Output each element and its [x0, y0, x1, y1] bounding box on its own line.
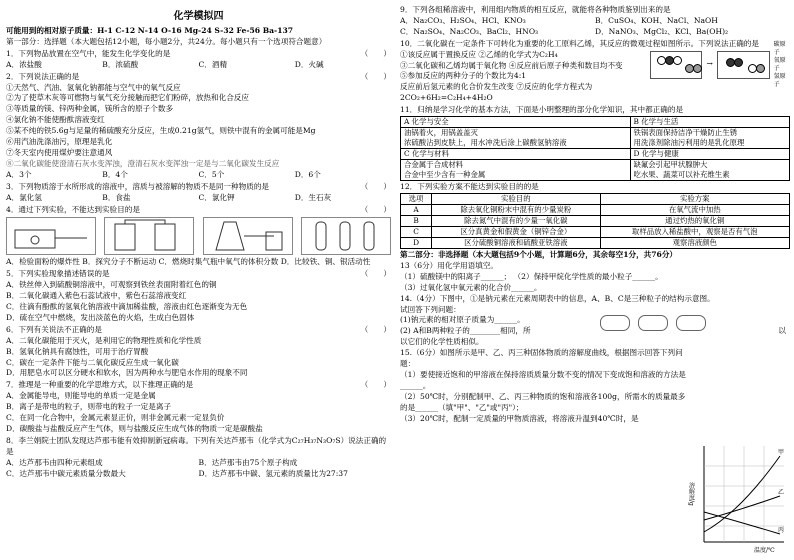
- q15-line1: （1）要使接近饱和的甲溶液在保持溶质质量分数不变的情况下变成饱和溶液的方法是______。: [400, 369, 686, 390]
- left-column: [6, 4, 391, 480]
- q14-line2: (2) A和B两种粒子的________相同，所: [400, 326, 531, 336]
- q13-title: 13（6分）用化学用语填空。: [400, 260, 499, 270]
- series-label-jia: 甲: [778, 449, 785, 456]
- question-7: （ ） 7．推理是一种重要的化学思维方式，以下推理正确的是 A．金属能导电，则能导电的单质一定是金属 B．离子是带电的粒子，则带电的粒子一定是离子 C．在同一化合物中，金属元素显正价，则非金属元素一定显负价 D．碳酸盐与盐酸反应产生气体，则与盐酸反应生成气体的物质一定是碳酸盐: [6, 380, 391, 433]
- q13-line1: （1）硫酸镁中的阳离子______； （2）保持甲烷化学性质的最小粒子______。: [400, 271, 663, 281]
- q15-line3: （3）20℃时，配制一定质量的甲物质溶液，将溶液升温到40℃时，是: [400, 413, 639, 423]
- apparatus-c-icon: [204, 218, 292, 254]
- question-12: 12．下列实验方案不能达到实验目的的是 选项 实验目的 实验方案 A 除去氧化铜粉末中混有的少量炭粉 在氧气流中加热 B 除去氮气中混有的少量一氧化碳 通过灼热的氧化铜 C 区分真黄金和假黄金（铜锌合金） 取样品放入稀盐酸中，观察是否有气泡 D 区分硫酸铜溶液和硫酸亚铁溶液 观察溶液颜色: [400, 182, 790, 249]
- product-box: [717, 51, 770, 79]
- figure-a-apparatus: [6, 217, 96, 255]
- atom-c-icon: [676, 315, 706, 331]
- reactant-box: [650, 51, 703, 79]
- table-row: D 区分硫酸铜溶液和硫酸亚铁溶液 观察溶液颜色: [401, 237, 790, 248]
- question-3: （ ） 3．下列物质溶于水所形成的溶液中，溶质与被溶解的物质不是同一种物质的是 A．氯化氢 B．食盐 C．氯化钾 D．生石灰: [6, 181, 391, 202]
- curve-jia: [704, 456, 780, 532]
- question-2: （ ） 2．下列说法正确的是 ①天然气、汽油、氢氧化钠都能与空气中的氧气反应 ②为了使草木灰等可燃物与氧气充分接触而把它们粉碎，放热和化合反应 ③等质量的镁、锌两种金属，镁所含的原子个数多 ④氯化钠不能使酚酞溶液变红 ⑤某不纯的铁5.6g与足量的稀硫酸充分反应，生成0.21g氢气，则铁中混有的金属可能是Mg ⑥用汽油洗涤油污，原理是乳化 ⑦冬天室内使用煤炉要注意通风 ⑧二氧化碳能使澄清石灰水变浑浊，澄清石灰水变浑浊一定是与二氧化碳发生反应 A．3个 B．4个 C．5个 D．6个: [6, 71, 391, 179]
- series-label-bing: 丙: [778, 527, 785, 534]
- curve-yi: [704, 496, 780, 520]
- atom-a-icon: [600, 315, 630, 331]
- q13-line2: （3）过氧化氢中氧元素的化合价______。: [400, 282, 542, 292]
- table-row: C 区分真黄金和假黄金（铜锌合金） 取样品放入稀盐酸中，观察是否有气泡: [401, 226, 790, 237]
- x-axis-label: 温度/℃: [754, 547, 775, 554]
- question-8: 8．李兰娟院士团队发现达芦那韦能有效抑制新冠病毒。下列有关达芦那韦（化学式为C₂₇H₃₇N₃O₇S）说法正确的是 A．达芦那韦由四种元素组成 B．达芦那韦由75个原子构成 C．达芦那韦中碳元素质量分数最大 D．达芦那韦中碳、氢元素的质量比为27:37: [6, 435, 387, 478]
- solubility-curve-svg: [687, 442, 788, 554]
- atom-structure-figures: [600, 315, 706, 331]
- figure-c-apparatus: [203, 217, 293, 255]
- question-1: （ ） 1．下列物品放置在空气中，能发生化学变化的是 A．浓盐酸 B．浓硫酸 C．酒精 D．火碱: [6, 48, 391, 69]
- apparatus-a-icon: [7, 218, 95, 254]
- q14-line3: 以它们的化学性质相似。: [400, 337, 484, 347]
- curve-bing: [704, 512, 780, 534]
- q15-title: 15.（6分）如图所示是甲、乙、丙三种固体物质的溶解度曲线，根据图示回答下列问题：: [400, 348, 683, 369]
- solubility-chart: [687, 442, 788, 554]
- figure-b-apparatus: [104, 217, 194, 255]
- q14-prompt: 试回答下列问题：: [400, 304, 461, 314]
- table-row: B 除去氮气中混有的少量一氧化碳 通过灼热的氧化铜: [401, 215, 790, 226]
- q12-table: 选项 实验目的 实验方案 A 除去氧化铜粉末中混有的少量炭粉 在氧气流中加热 B 除去氮气中混有的少量一氧化碳 通过灼热的氧化铜 C 区分真黄金和假黄金（铜锌合金） 取样品放入稀盐酸中，观察是否有气泡 D 区分硫酸铜溶液和硫酸亚铁溶液 观察溶液颜色: [400, 193, 790, 249]
- question-4: （ ） 4．通过下列实验，不能达到实验目的是 A．检验面粉的爆炸性 B．探究分子不断运动 C．燃烧时集气瓶中氧气的体积分数 D．比较铁、铜、银活动性: [6, 204, 391, 267]
- part2-header: 第二部分：非选择题（本大题包括9个小题，计算题6分，其余每空1分，共76分）: [400, 249, 678, 259]
- page-title: 化学模拟四: [173, 11, 224, 22]
- series-label-yi: 乙: [778, 489, 785, 496]
- question-10: 10．二氧化碳在一定条件下可转化为重要的化工原料乙烯，其反应的微观过程如图所示。下列说法正确的是 ①该反应属于置换反应 ②乙烯的化学式为C₂H₄ ③二氧化碳和乙烯均属于氧化物 ④反应前后原子种类和数目均不变 ⑤参加反应的两种分子的个数比为4:1 反应前后氢元素的化合价发生改变 ⑦反应的化学方程式为2CO₂+6H₂=C₂H₄+4H₂O → 碳原子 氧原子 氢原子: [400, 39, 790, 104]
- apparatus-d-icon: [302, 218, 390, 254]
- y-axis-label: 溶解度/g: [687, 482, 695, 506]
- question-9: 9．下列各组稀溶液中，利用组内物质的相互反应，就能将各种物质鉴别出来的是 A．Na₂CO₃、H₂SO₄、HCl、KNO₃ B．CuSO₄、KOH、NaCl、NaOH C．Na₂SO₄、Na₂CO₃、BaCl₂、HNO₃ D．NaNO₃、MgCl₂、KCl、Ba(OH)₂: [400, 5, 729, 36]
- q15-line2: （2）50℃时，分别配制甲、乙、丙三种物质的饱和溶液各100g，所需水的质量最多的是______（填"甲"、"乙"或"丙"）；: [400, 391, 686, 412]
- figure-d-apparatus: [301, 217, 391, 255]
- q14-line1: (1)钠元素的相对原子质量为______。: [400, 315, 525, 325]
- atom-b-icon: [638, 315, 668, 331]
- part1-header: 第一部分：选择题（本大题包括12小题，每小题2分，共24分。每小题只有一个选项符合题意）: [6, 36, 327, 46]
- arrow-icon: →: [706, 59, 713, 69]
- apparatus-b-icon: [105, 218, 193, 254]
- side-label: 以: [778, 326, 786, 336]
- reaction-diagram: [650, 40, 790, 88]
- experiment-figures: [6, 217, 391, 255]
- question-6: （ ） 6．下列有关说法不正确的是 A．二氧化碳能用于灭火，是利用它的物理性质和化学性质 B．氢氧化钠具有腐蚀性，可用于治疗胃酸 C．碳在一定条件下能与二氧化碳反应生成一氧化碳 D．用肥皂水可以区分硬水和软水，因为两种水与肥皂水作用的现象不同: [6, 324, 391, 378]
- table-row: A 除去氧化铜粉末中混有的少量炭粉 在氧气流中加热: [401, 204, 790, 215]
- atomic-masses: 可能用到的相对原子质量：H-1 C-12 N-14 O-16 Mg-24 S-32 Fe-56 Ba-137: [6, 26, 294, 35]
- right-column: [400, 4, 790, 424]
- question-11: 11．归纳是学习化学的基本方法，下面是小明整理的部分化学知识，其中都正确的是 A 化学与安全 B 化学与生活 油锅着火，用锅盖盖灭 浓硫酸沾到皮肤上，用水冲洗后涂上碳酸氢钠溶液 铁锅表面保持洁净干燥防止生锈 用洗涤剂除油污利用的是乳化原理 C 化学与材料 D 化学与健康 合金属于合成材料 合金中至少含有一种金属 缺氟会引起甲状腺肿大 吃水果、蔬菜可以补充维生素: [400, 105, 790, 181]
- question-5: （ ） 5．下列实验现象描述错误的是 A．铁丝伸入到硫酸铜溶液中，可观察到铁丝表面附着红色的铜 B．二氧化碳通入紫色石蕊试液中，紫色石蕊溶液变红 C．往滴有酚酞的氢氧化钠溶液中滴加稀盐酸，溶液由红色逐渐变为无色 D．硫在空气中燃烧，发出淡蓝色的火焰，生成白色固体: [6, 269, 391, 322]
- atom-legend: 碳原子 氧原子 氢原子: [773, 40, 786, 88]
- q14-title: 14.（4分）下图中，①是钠元素在元素周期表中的信息，A、B、C是三种粒子的结构示意图。: [400, 293, 715, 303]
- q11-table: A 化学与安全 B 化学与生活 油锅着火，用锅盖盖灭 浓硫酸沾到皮肤上，用水冲洗后涂上碳酸氢钠溶液 铁锅表面保持洁净干燥防止生锈 用洗涤剂除油污利用的是乳化原理 C 化学与材料 D 化学与健康 合金属于合成材料 合金中至少含有一种金属 缺氟会引起甲状腺肿大 吃水果、蔬菜可以补充维生素: [400, 116, 790, 181]
